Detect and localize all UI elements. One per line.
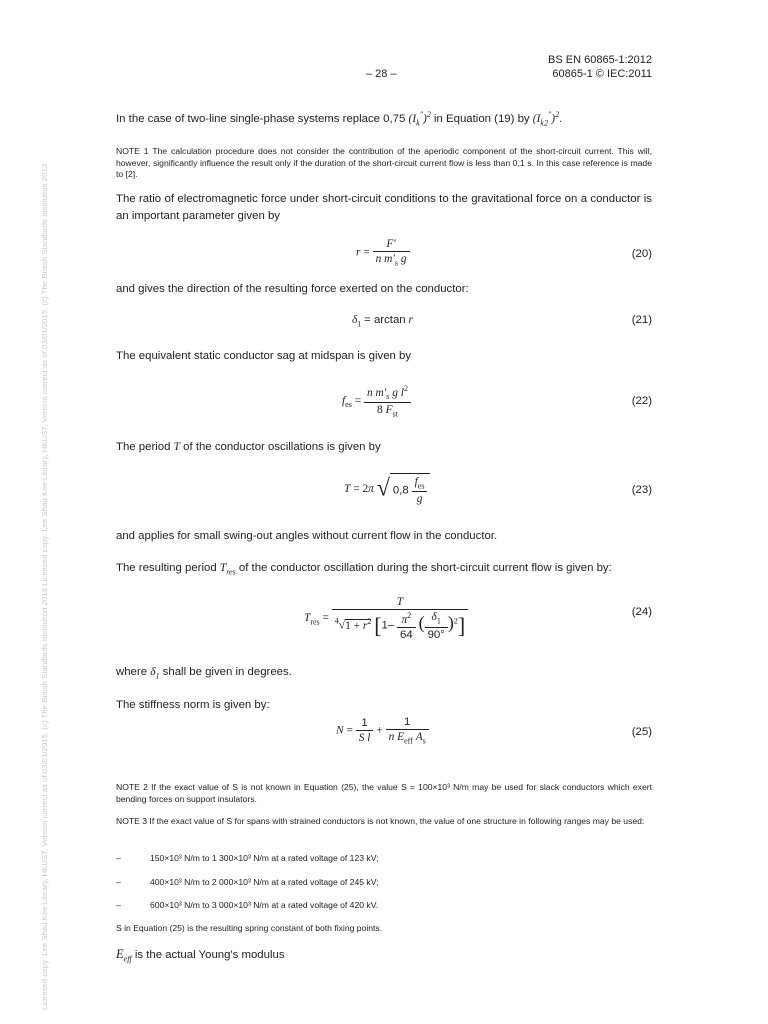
intro-paragraph: In the case of two-line single-phase systems replace 0,75 $(I_k'')^2$ in Equation (19) by $(I_{k2}'')^2$. bbox=[116, 110, 563, 128]
paragraph-swing: and applies for small swing-out angles without current flow in the conductor. bbox=[116, 530, 498, 542]
paragraph-where: where $\delta_1$ shall be given in degrees. bbox=[116, 666, 292, 681]
equation-25: N = $\frac{1}{\text{S l}}$ + $\frac{1}{n E_{eff} A_s}$ bbox=[336, 716, 429, 745]
range-item-2: – 400×10³ N/m to 2 000×10³ N/m at a rated voltage of 245 kV; bbox=[116, 877, 379, 887]
note-1: NOTE 1 The calculation procedure does not consider the contribution of the aperiodic component of the short-circuit current. This will, however, significantly influence the result only if the duration of the short-circuit current flow is less than 0,1 s. In this case reference is made to [2]. bbox=[116, 146, 652, 179]
equation-24: $T_{res}$ = T $^4√1 + r^2$ [1– $\frac{\pi^2}{64}$ ( $\frac{\delta_1}{90^\circ}$ )$^2$] bbox=[304, 596, 468, 641]
paragraph-period: The period T of the conductor oscillations is given by bbox=[116, 441, 381, 453]
ik2-term: $(I_{k2}'')^2$ bbox=[532, 110, 560, 128]
range-item-1: – 150×10³ N/m to 1 300×10³ N/m at a rated voltage of 123 kV; bbox=[116, 853, 379, 863]
equation-23: T = 2π √ 0,8 $\frac{f_{es}}{g}$ bbox=[344, 473, 430, 505]
page-number: – 28 – bbox=[366, 68, 397, 80]
equation-number-22: (22) bbox=[631, 395, 652, 407]
spring-constant-note: S in Equation (25) is the resulting spring constant of both fixing points. bbox=[116, 923, 383, 933]
ik-term: $(I_k'')^2$ bbox=[408, 110, 431, 128]
note-3: NOTE 3 If the exact value of S for spans with strained conductors is not known, the value of one structure in following ranges may be used: bbox=[116, 816, 645, 826]
paragraph-direction: and gives the direction of the resulting force exerted on the conductor: bbox=[116, 283, 469, 295]
note-2: NOTE 2 If the exact value of S is not known in Equation (25), the value S = 100×10³ N/m may be used for slack conductors which exert bending forces on support insulators. bbox=[116, 782, 652, 804]
equation-22: $f_{es}$ = $\frac{n m'_s g l^2}{8 F_{st}}$ bbox=[342, 384, 411, 418]
equation-number-21: (21) bbox=[631, 314, 652, 326]
license-watermark: Licensed copy: Lee Shau Kee Library, HKUST, Version correct as of 03/01/2015, (c) The British Standards Institution 2013 Licensed copy: Lee Shau Kee Library, HKUST, Version correct as of 03/01/2015, (c) The British Standards Institution 2013 bbox=[40, 163, 49, 1010]
equation-number-23: (23) bbox=[631, 484, 652, 496]
paragraph-stiffness: The stiffness norm is given by: bbox=[116, 699, 270, 711]
iec-number: 60865-1 © IEC:2011 bbox=[552, 68, 652, 80]
range-item-3: – 600×10³ N/m to 3 000×10³ N/m at a rated voltage of 420 kV. bbox=[116, 900, 379, 910]
equation-number-25: (25) bbox=[631, 726, 652, 738]
eeff-definition: $E_{eff}$ is the actual Young's modulus bbox=[116, 947, 285, 964]
standard-number: BS EN 60865-1:2012 bbox=[548, 54, 652, 66]
equation-number-24: (24) bbox=[631, 606, 652, 618]
equation-20: r = $\frac{F'}{n m'_s g}$ bbox=[356, 238, 410, 267]
equation-number-20: (20) bbox=[631, 248, 652, 260]
paragraph-sag: The equivalent static conductor sag at midspan is given by bbox=[116, 350, 412, 362]
equation-21: $\delta_1 = \arctan r$ bbox=[352, 314, 413, 329]
paragraph-tres: The resulting period $T_{res}$ of the conductor oscillation during the short-circuit current flow is given by: bbox=[116, 562, 612, 577]
paragraph-force-ratio: The ratio of electromagnetic force under short-circuit conditions to the gravitational force on a conductor is an important parameter given by bbox=[116, 193, 652, 222]
